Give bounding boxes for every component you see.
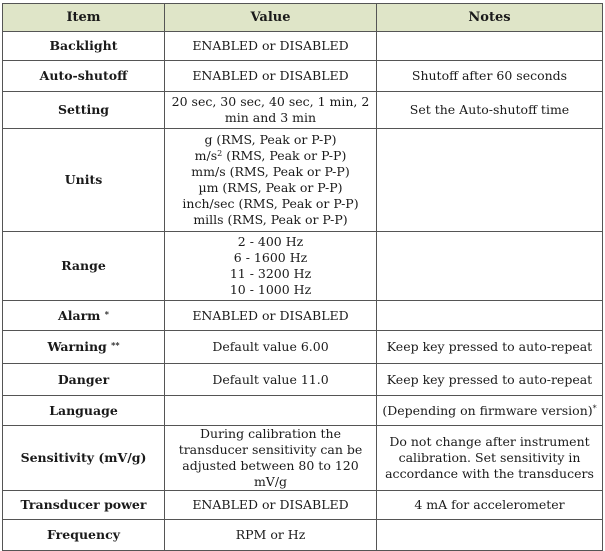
table-row-alarm	[3, 301, 603, 331]
notes-cell: Do not change after instrument calibration. Set sensitivity in accordance with the transducers	[377, 426, 603, 491]
item-cell: Frequency	[3, 520, 165, 551]
value-line-part: m/s	[194, 148, 218, 163]
item-cell: Setting	[3, 92, 165, 129]
value-cell	[165, 232, 377, 301]
header-value: Value	[165, 4, 377, 32]
table-row-range	[3, 232, 603, 301]
value-line: mm/s (RMS, Peak or P-P)	[191, 164, 350, 179]
value-cell: Default value 6.00	[165, 331, 377, 364]
table-row-warning	[3, 331, 603, 364]
settings-table	[2, 3, 603, 551]
notes-cell	[377, 232, 603, 301]
superscript: 2	[217, 149, 223, 158]
notes-label: (Depending on firmware version)	[382, 402, 593, 418]
value-cell: Default value 11.0	[165, 364, 377, 396]
item-cell: Backlight	[3, 32, 165, 61]
table-row-transducer-power	[3, 491, 603, 520]
item-cell: Transducer power	[3, 491, 165, 520]
value-line-part: (RMS, Peak or P-P)	[222, 148, 347, 163]
table-row-frequency	[3, 520, 603, 551]
item-cell: Language	[3, 396, 165, 426]
notes-cell	[377, 520, 603, 551]
notes-cell	[377, 396, 603, 426]
footnote-mark: **	[111, 340, 120, 350]
table-row-setting	[3, 92, 603, 129]
item-cell: Units	[3, 129, 165, 232]
table-row-danger	[3, 364, 603, 396]
notes-cell	[377, 32, 603, 61]
table-row-units	[3, 129, 603, 232]
value-line: 2 - 400 Hz	[237, 234, 304, 249]
value-line: g (RMS, Peak or P-P)	[204, 132, 337, 147]
header-item: Item	[3, 4, 165, 32]
notes-cell	[377, 301, 603, 331]
table-row-language	[3, 396, 603, 426]
item-cell: Sensitivity (mV/g)	[3, 426, 165, 491]
item-cell	[3, 331, 165, 364]
value-cell: ENABLED or DISABLED	[165, 61, 377, 92]
value-cell	[165, 396, 377, 426]
notes-cell: Set the Auto-shutoff time	[377, 92, 603, 129]
item-label: Alarm	[58, 307, 101, 323]
value-line: 6 - 1600 Hz	[233, 250, 308, 265]
value-line	[170, 148, 371, 164]
item-cell: Danger	[3, 364, 165, 396]
item-cell	[3, 301, 165, 331]
notes-cell: Shutoff after 60 seconds	[377, 61, 603, 92]
footnote-mark: *	[592, 403, 597, 413]
notes-cell: Keep key pressed to auto-repeat	[377, 331, 603, 364]
value-line: 10 - 1000 Hz	[229, 282, 312, 297]
value-cell	[165, 129, 377, 232]
value-cell: ENABLED or DISABLED	[165, 301, 377, 331]
table-row-backlight	[3, 32, 603, 61]
value-cell: ENABLED or DISABLED	[165, 32, 377, 61]
header-row	[3, 4, 603, 32]
notes-cell: Keep key pressed to auto-repeat	[377, 364, 603, 396]
value-cell: ENABLED or DISABLED	[165, 491, 377, 520]
value-line: mills (RMS, Peak or P-P)	[193, 212, 348, 227]
notes-cell	[377, 129, 603, 232]
item-label: Warning	[47, 339, 107, 354]
value-line: 11 - 3200 Hz	[229, 266, 312, 281]
header-notes: Notes	[377, 4, 603, 32]
item-cell: Range	[3, 232, 165, 301]
value-line: µm (RMS, Peak or P-P)	[198, 180, 343, 195]
table-row-sensitivity	[3, 426, 603, 491]
value-cell: RPM or Hz	[165, 520, 377, 551]
footnote-mark: *	[104, 308, 109, 319]
item-cell: Auto-shutoff	[3, 61, 165, 92]
value-line: inch/sec (RMS, Peak or P-P)	[182, 196, 359, 211]
table-row-auto-shutoff	[3, 61, 603, 92]
value-cell: 20 sec, 30 sec, 40 sec, 1 min, 2 min and 3 min	[165, 92, 377, 129]
notes-cell: 4 mA for accelerometer	[377, 491, 603, 520]
value-cell: During calibration the transducer sensitivity can be adjusted between 80 to 120 mV/g	[165, 426, 377, 491]
